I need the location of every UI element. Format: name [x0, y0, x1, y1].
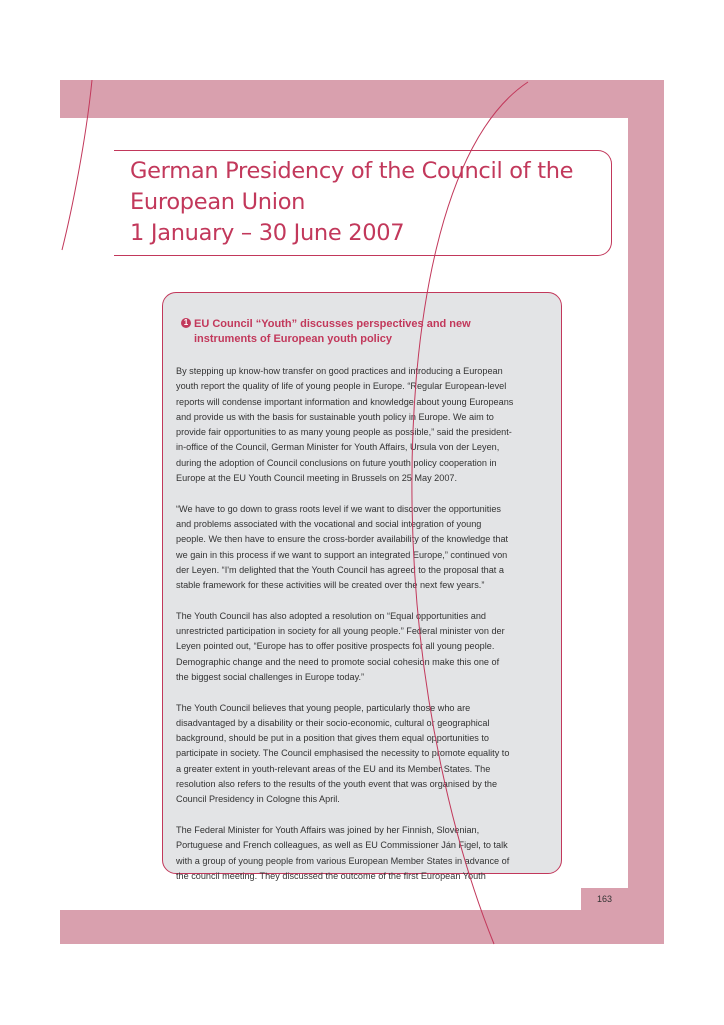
- title-line: 1 January – 30 June 2007: [130, 220, 405, 246]
- article-body: [176, 364, 556, 899]
- text-line: participate in society. The Council emphasised the necessity to promote equality to: [176, 748, 510, 759]
- title-line: German Presidency of the Council of the: [130, 158, 574, 184]
- text-line: we gain in this process if we want to support an integrated Europe,” continued von: [176, 549, 508, 560]
- text-line: reports will condense important information and knowledge about young Europeans: [176, 396, 514, 407]
- text-line: der Leyen. “I'm delighted that the Youth Council has agreed to the proposal that a: [176, 564, 504, 575]
- text-line: The Youth Council believes that young people, particularly those who are: [176, 702, 471, 713]
- text-line: youth report the quality of life of young people in Europe. “Regular European-level: [176, 381, 507, 392]
- text-line: disadvantaged by a disability or their socio-economic, cultural or geographical: [176, 717, 490, 728]
- heading-line: instruments of European youth policy: [194, 333, 393, 345]
- page-number: 163: [581, 888, 628, 910]
- text-line: stable framework for these activities will be created over the next few years.”: [176, 580, 485, 591]
- title-line: European Union: [130, 189, 306, 215]
- text-line: Portuguese and French colleagues, as well as EU Commissioner Ján Figel, to talk: [176, 840, 508, 851]
- article-box: [162, 292, 562, 881]
- text-line: and provide us with the basis for sustainable youth policy in Europe. We aim to: [176, 411, 494, 422]
- paragraph: [176, 701, 556, 808]
- heading-line: EU Council “Youth” discusses perspectives and new: [194, 318, 471, 330]
- text-line: people. We then have to ensure the cross-border availability of the knowledge that: [176, 534, 509, 545]
- paragraph: [176, 823, 556, 884]
- text-line: during the adoption of Council conclusions on future youth policy cooperation in: [176, 457, 497, 468]
- text-line: Council Presidency in Cologne this April.: [176, 794, 340, 805]
- text-line: and problems associated with the vocational and social integration of young: [176, 518, 482, 529]
- text-line: Demographic change and the need to promote social cohesion make this one of: [176, 656, 500, 667]
- text-line: By stepping up know-how transfer on good practices and introducing a European: [176, 366, 503, 376]
- text-line: Europe at the EU Youth Council meeting in Brussels on 25 May 2007.: [176, 473, 458, 484]
- text-line: “We have to go down to grass roots level if we want to discover the opportunities: [176, 503, 501, 514]
- text-line: a greater extent in youth-relevant areas of the EU and its Member States. The: [176, 763, 491, 774]
- page-title: [130, 156, 600, 249]
- text-line: background, should be put in a position that gives them equal opportunities to: [176, 733, 489, 744]
- paragraph: [176, 609, 556, 685]
- text-line: The Federal Minister for Youth Affairs was joined by her Finnish, Slovenian,: [176, 824, 480, 835]
- article-heading: [181, 317, 554, 347]
- text-line: with a group of young people from various European Member States in advance of: [176, 855, 510, 866]
- text-line: the biggest social challenges in Europe today.”: [176, 671, 365, 682]
- number-bullet-icon: 1: [181, 318, 191, 328]
- paragraph: [176, 364, 556, 486]
- text-line: resolution also refers to the results of the youth event that was organised by the: [176, 779, 498, 790]
- text-line: unrestricted participation in society for all young people.” Federal minister von der: [176, 626, 505, 637]
- text-line: The Youth Council has also adopted a resolution on “Equal opportunities and: [176, 610, 486, 621]
- paragraph: [176, 502, 556, 594]
- text-line: the council meeting. They discussed the outcome of the first European Youth: [176, 870, 486, 881]
- text-line: Leyen pointed out, “Europe has to offer positive prospects for all young people.: [176, 641, 495, 652]
- text-line: provide fair opportunities to as many young people as possible,” said the president-: [176, 427, 512, 438]
- text-line: in-office of the Council, German Minister for Youth Affairs, Ursula von der Leyen,: [176, 442, 500, 453]
